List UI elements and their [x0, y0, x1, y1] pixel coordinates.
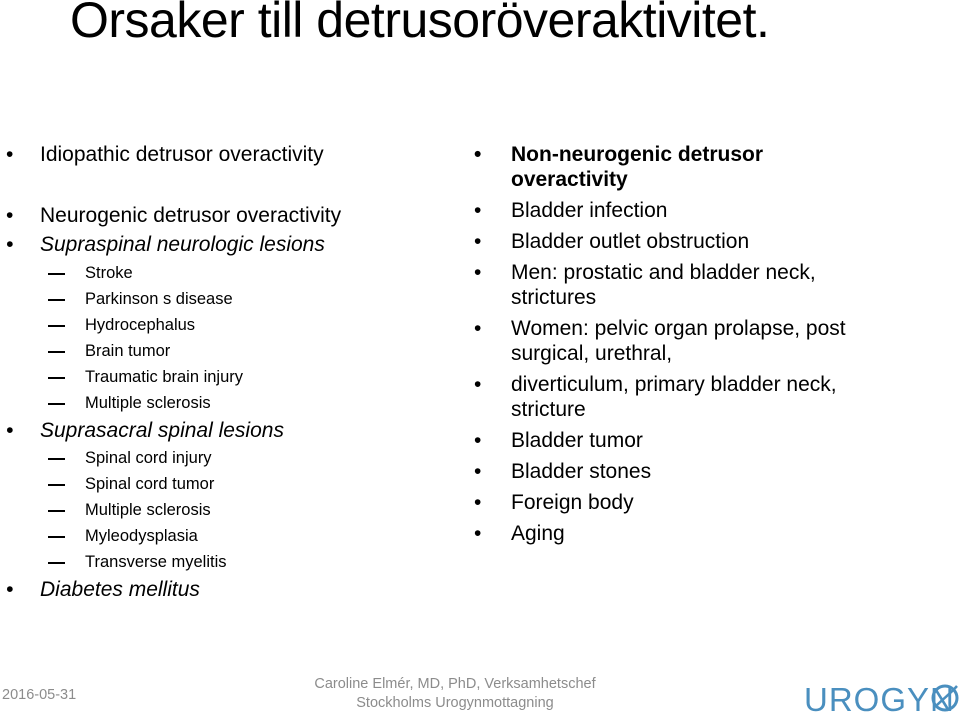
- logo-text: UROGYN: [804, 681, 955, 716]
- bullet-icon: •: [474, 230, 482, 253]
- bullet-icon: •: [6, 419, 14, 442]
- dash-icon: [48, 484, 65, 486]
- bullet-icon: •: [474, 429, 482, 452]
- dash-icon: [48, 403, 65, 405]
- list-item: • Aging: [474, 522, 565, 545]
- list-item: • Diabetes mellitus: [6, 578, 200, 601]
- sub-list-item: Myleodysplasia: [0, 526, 440, 546]
- list-item: • Bladder tumor: [474, 429, 643, 452]
- sub-list-item: Traumatic brain injury: [0, 367, 440, 387]
- list-item: • Women: pelvic organ prolapse, post surgical, urethral,: [474, 317, 846, 365]
- bullet-icon: •: [6, 143, 14, 166]
- sub-list-item: Multiple sclerosis: [0, 500, 440, 520]
- footer-date: 2016-05-31: [2, 687, 77, 703]
- sub-list-item: Multiple sclerosis: [0, 393, 440, 413]
- dash-icon: [48, 510, 65, 512]
- dash-icon: [48, 562, 65, 564]
- list-item: • Men: prostatic and bladder neck, strictures: [474, 261, 816, 309]
- right-column: [468, 140, 948, 546]
- dash-icon: [48, 325, 65, 327]
- author-clinic: Stockholms Urogynmottagning: [356, 695, 554, 711]
- bullet-icon: •: [6, 204, 14, 227]
- dash-icon: [48, 458, 65, 460]
- list-item: • Idiopathic detrusor overactivity: [6, 143, 324, 166]
- dash-icon: [48, 351, 65, 353]
- list-item: • Neurogenic detrusor overactivity: [6, 204, 342, 227]
- sub-list-item: Stroke: [0, 263, 440, 283]
- list-item: • Supraspinal neurologic lesions: [6, 233, 325, 256]
- list-item-heading: • Non-neurogenic detrusor overactivity: [474, 143, 764, 191]
- sub-list-item: Hydrocephalus: [0, 315, 440, 335]
- dash-icon: [48, 273, 65, 275]
- sub-list-item: Transverse myelitis: [0, 552, 440, 572]
- dash-icon: [48, 299, 65, 301]
- dash-icon: [48, 377, 65, 379]
- footer-author: [305, 675, 605, 713]
- left-column: [0, 140, 440, 602]
- bullet-icon: •: [474, 199, 482, 222]
- list-item: • diverticulum, primary bladder neck, stricture: [474, 373, 837, 421]
- bullet-icon: •: [474, 522, 482, 545]
- bullet-icon: •: [474, 143, 482, 166]
- list-item: • Foreign body: [474, 491, 634, 514]
- bullet-icon: •: [474, 460, 482, 483]
- list-item: • Bladder outlet obstruction: [474, 230, 750, 253]
- slide-title: Orsaker till detrusoröveraktivitet.: [70, 0, 770, 48]
- bullet-icon: •: [474, 261, 482, 284]
- bullet-icon: •: [6, 233, 14, 256]
- sub-list-item: Spinal cord injury: [0, 448, 440, 468]
- sub-list-item: Parkinson s disease: [0, 289, 440, 309]
- sub-list-item: Brain tumor: [0, 341, 440, 361]
- bullet-icon: •: [474, 373, 482, 396]
- list-item: • Bladder infection: [474, 199, 668, 222]
- list-item: • Bladder stones: [474, 460, 652, 483]
- bullet-icon: •: [6, 578, 14, 601]
- sub-list-item: Spinal cord tumor: [0, 474, 440, 494]
- bullet-icon: •: [474, 491, 482, 514]
- bullet-icon: •: [474, 317, 482, 340]
- list-item: • Suprasacral spinal lesions: [6, 419, 284, 442]
- dash-icon: [48, 536, 65, 538]
- author-name: Caroline Elmér, MD, PhD, Verksamhetschef: [314, 676, 596, 692]
- urogyn-logo: [804, 680, 960, 716]
